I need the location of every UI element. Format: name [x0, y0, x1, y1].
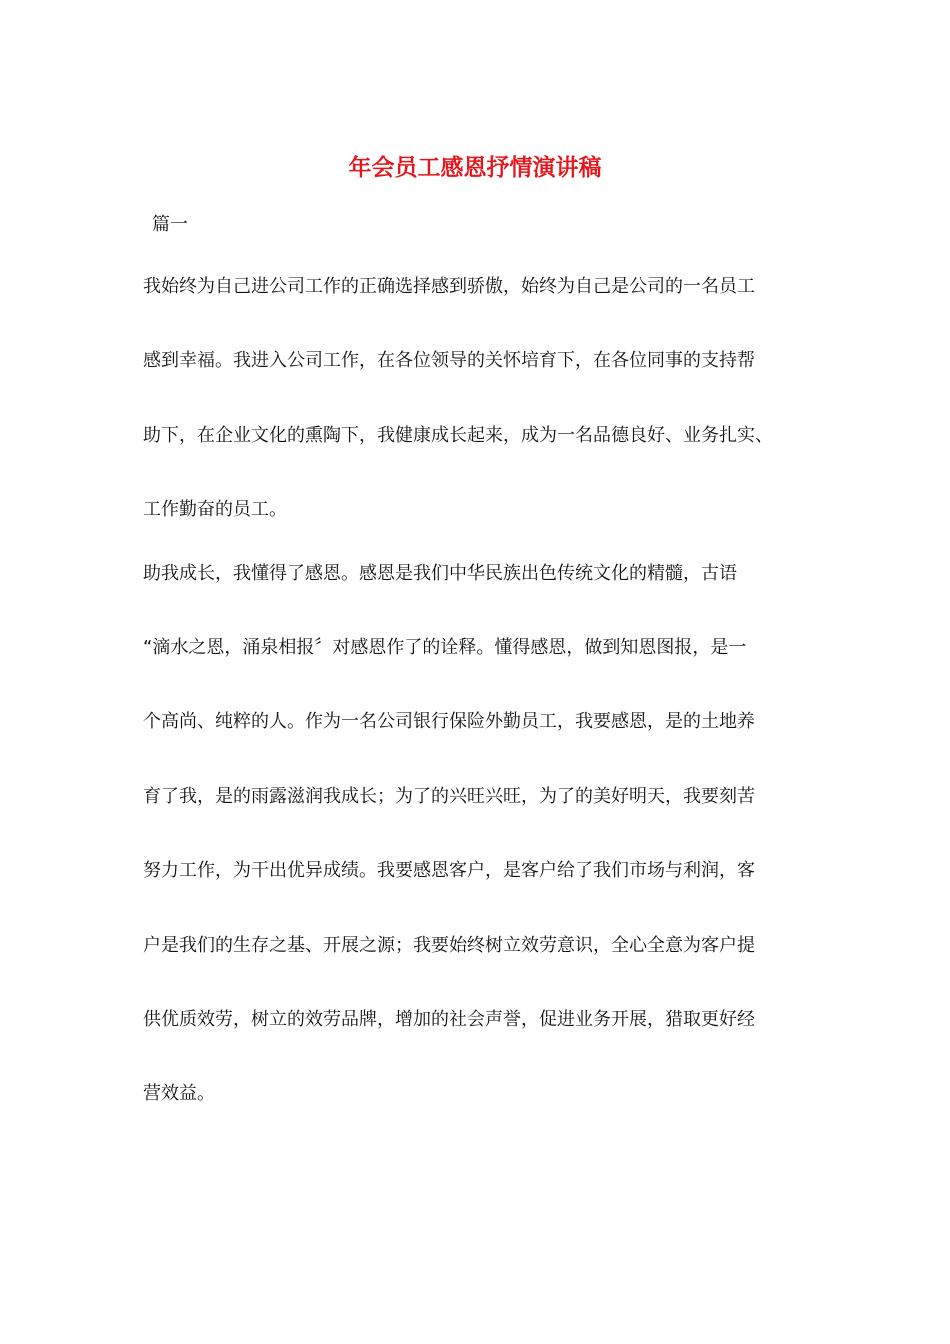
paragraph-line: 供优质效劳，树立的效劳品牌，增加的社会声誉，促进业务开展，猎取更好经: [143, 1009, 755, 1030]
paragraph-line: 努力工作，为干出优异成绩。我要感恩客户，是客户给了我们市场与利润，客: [143, 860, 755, 881]
document-title: 年会员工感恩抒情演讲稿: [348, 154, 602, 181]
paragraph-line: 户是我们的生存之基、开展之源；我要始终树立效劳意识，全心全意为客户提: [143, 935, 755, 956]
paragraph-line: 助下，在企业文化的熏陶下，我健康成长起来，成为一名品德良好、业务扎实、: [143, 425, 773, 446]
paragraph-line: 个高尚、纯粹的人。作为一名公司银行保险外勤员工，我要感恩，是的土地养: [143, 711, 755, 732]
paragraph-line: “滴水之恩，涌泉相报〞对感恩作了的诠释。懂得感恩，做到知恩图报，是一: [143, 637, 747, 658]
section-label: 篇一: [152, 214, 188, 235]
paragraph-line: 我始终为自己进公司工作的正确选择感到骄傲，始终为自己是公司的一名员工: [143, 276, 755, 297]
paragraph-line: 营效益。: [143, 1083, 215, 1104]
paragraph-line: 工作勤奋的员工。: [143, 499, 287, 520]
paragraph-line: 感到幸福。我进入公司工作，在各位领导的关怀培育下，在各位同事的支持帮: [143, 350, 755, 371]
paragraph-line: 助我成长，我懂得了感恩。感恩是我们中华民族出色传统文化的精髓，古语: [143, 563, 737, 584]
paragraph-line: 育了我，是的雨露滋润我成长；为了的兴旺兴旺，为了的美好明天，我要刻苦: [143, 786, 755, 807]
